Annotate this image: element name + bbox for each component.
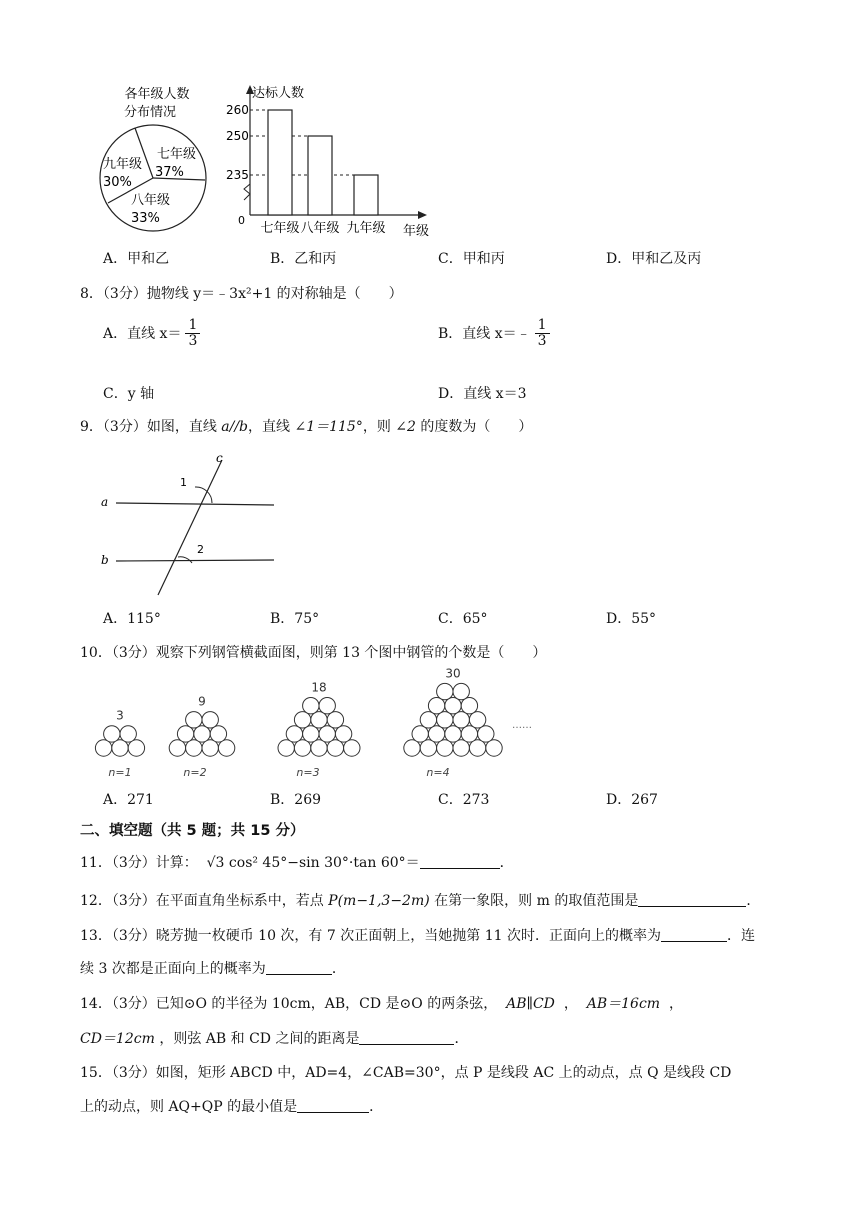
pipe — [437, 712, 453, 728]
pipe — [420, 740, 436, 756]
bar-3 — [354, 175, 378, 215]
fraction: $\frac{1}{3}$ — [535, 318, 550, 350]
pipe — [210, 726, 226, 742]
pipe — [319, 726, 335, 742]
pipe — [453, 683, 469, 699]
pipe — [453, 740, 469, 756]
pipe — [404, 740, 420, 756]
pipe — [311, 712, 327, 728]
pipe — [303, 697, 319, 713]
pie-pct-8: 33% — [131, 211, 160, 226]
bar-category-label: 七年级 — [260, 221, 300, 236]
pipe-count-label: 30 — [445, 666, 461, 681]
q13-line1: 13．（3分）晓芳抛一枚硬币 10 次，有 7 次正面朝上，当她抛第 11 次时．正面向上的概率为 ．连 — [80, 928, 755, 944]
pipe — [335, 726, 351, 742]
q13-answer-blank-1[interactable] — [661, 927, 727, 942]
pipe — [202, 712, 218, 728]
q14-line2: CD＝12cm ，则弦 AB 和 CD 之间的距离是 ． — [80, 1031, 469, 1047]
q10-option-c[interactable]: C．273 — [438, 792, 490, 808]
bar-xlabel: 年级 — [403, 224, 430, 239]
pipe — [437, 683, 453, 699]
q10-pipe-stack-figure — [98, 666, 548, 786]
pipe — [437, 740, 453, 756]
bar-category-label: 八年级 — [300, 221, 340, 236]
pie-label-7: 七年级 — [157, 147, 197, 162]
pipe — [278, 740, 294, 756]
pie-label-9: 九年级 — [103, 157, 143, 172]
pipe — [461, 697, 477, 713]
pipe-n-label: n=1 — [108, 766, 132, 779]
bar-y-tick-label: 250 — [226, 129, 249, 143]
pipe — [327, 740, 343, 756]
pipe — [128, 740, 144, 756]
q13-answer-blank-2[interactable] — [266, 960, 332, 975]
q7-option-d[interactable]: D．甲和乙及丙 — [606, 251, 702, 267]
q11-answer-blank[interactable] — [420, 854, 500, 869]
q8-option-d[interactable]: D．直线 x＝3 — [438, 386, 527, 402]
line-a-label: a — [101, 495, 109, 509]
q13-line2: 续 3 次都是正面向上的概率为 ． — [80, 961, 346, 977]
q10-option-a[interactable]: A．271 — [103, 792, 154, 808]
pipe — [303, 726, 319, 742]
bar-1 — [268, 110, 292, 215]
bar-y-tick-label: 235 — [226, 168, 249, 182]
pipe — [186, 712, 202, 728]
pipe — [453, 712, 469, 728]
bar-category-label: 九年级 — [346, 221, 386, 236]
q8-b-prefix: B．直线 x＝﹣ — [438, 325, 531, 342]
line-c-label: c — [216, 451, 223, 465]
bar-ylabel: 达标人数 — [252, 86, 305, 101]
pipe — [412, 726, 428, 742]
pie-title-line1: 各年级人数 — [124, 87, 190, 102]
q8-a-prefix: A．直线 x＝ — [103, 325, 182, 342]
pie-pct-9: 30% — [103, 175, 132, 190]
pipe — [327, 712, 343, 728]
pipe — [344, 740, 360, 756]
pipe — [95, 740, 111, 756]
q14-line1: 14．（3分）已知⊙O 的半径为 10cm，AB，CD 是⊙O 的两条弦， AB∥CD ， AB＝16cm ， — [80, 996, 683, 1012]
pipe — [169, 740, 185, 756]
q12: 12．（3分）在平面直角坐标系中，若点 P(m−1,3−2m) 在第一象限，则 m 的取值范围是 ． — [80, 893, 761, 909]
pipe — [202, 740, 218, 756]
q9-parallel-lines-figure — [98, 450, 283, 600]
fraction: $\frac{1}{3}$ — [185, 318, 200, 350]
section-title-fill-blank: 二、填空题（共 5 题；共 15 分） — [80, 823, 305, 839]
pipe — [461, 726, 477, 742]
pipe — [428, 697, 444, 713]
pipe — [445, 726, 461, 742]
pipe — [218, 740, 234, 756]
q8-option-c[interactable]: C．y 轴 — [103, 386, 155, 402]
q8-stem: 8．（3分）抛物线 y＝﹣3x²+1 的对称轴是（ ） — [80, 286, 403, 302]
q9-option-d[interactable]: D．55° — [606, 611, 657, 627]
q15-line1: 15．（3分）如图，矩形 ABCD 中，AD=4，∠CAB=30°，点 P 是线段 AC 上的动点，点 Q 是线段 CD — [80, 1065, 732, 1081]
pipe-n-label: n=2 — [183, 766, 207, 779]
pipe — [469, 712, 485, 728]
q11: 11．（3分）计算： √3 cos² 45°−sin 30°·tan 60°＝ ． — [80, 855, 514, 871]
q15-line2: 上的动点，则 AQ+QP 的最小值是 ． — [80, 1099, 384, 1115]
bar-zero: 0 — [238, 214, 245, 227]
pipe — [186, 740, 202, 756]
pipe — [112, 740, 128, 756]
pipe — [177, 726, 193, 742]
q7-bar-chart — [222, 80, 437, 240]
q7-pie-chart — [95, 80, 220, 240]
pipe — [120, 726, 136, 742]
pipe — [104, 726, 120, 742]
pipe — [445, 697, 461, 713]
q9-option-a[interactable]: A．115° — [103, 611, 161, 627]
q10-option-d[interactable]: D．267 — [606, 792, 658, 808]
q7-option-b[interactable]: B．乙和丙 — [270, 251, 337, 267]
q7-option-c[interactable]: C．甲和丙 — [438, 251, 505, 267]
pipe — [311, 740, 327, 756]
q12-answer-blank[interactable] — [638, 892, 746, 907]
pipe-n-label: n=3 — [296, 766, 320, 779]
pipe — [294, 712, 310, 728]
pipe-count-label: 9 — [198, 694, 206, 709]
bar-y-tick-label: 260 — [226, 103, 249, 117]
q14-answer-blank[interactable] — [359, 1030, 454, 1045]
q10-option-b[interactable]: B．269 — [270, 792, 322, 808]
angle-2-label: 2 — [197, 543, 204, 556]
pipe — [486, 740, 502, 756]
line-b-label: b — [101, 553, 109, 567]
angle-1-label: 1 — [180, 476, 187, 489]
q15-answer-blank[interactable] — [297, 1098, 369, 1113]
pipe — [420, 712, 436, 728]
pipe — [469, 740, 485, 756]
pie-pct-7: 37% — [155, 165, 184, 180]
q9-stem: 9．（3分）如图，直线 a//b，直线 ∠1＝115°，则 ∠2 的度数为（ ） — [80, 419, 533, 435]
q9-option-b[interactable]: B．75° — [270, 611, 320, 627]
pipe — [286, 726, 302, 742]
q10-stem: 10．（3分）观察下列钢管横截面图，则第 13 个图中钢管的个数是（ ） — [80, 645, 547, 661]
pipe — [294, 740, 310, 756]
q9-option-c[interactable]: C．65° — [438, 611, 488, 627]
pipe — [319, 697, 335, 713]
pipe — [478, 726, 494, 742]
pipes-ellipsis: …… — [512, 720, 532, 731]
pie-title-line2: 分布情况 — [123, 105, 177, 120]
pipe-count-label: 3 — [116, 708, 124, 723]
q8-option-a[interactable] — [103, 318, 204, 350]
pipe — [194, 726, 210, 742]
q8-option-b[interactable] — [438, 318, 554, 350]
pipe — [428, 726, 444, 742]
pie-label-8: 八年级 — [131, 193, 171, 208]
bar-2 — [308, 136, 332, 215]
q7-option-a[interactable]: A．甲和乙 — [103, 251, 170, 267]
pipe-n-label: n=4 — [426, 766, 450, 779]
pipe-count-label: 18 — [311, 680, 327, 695]
